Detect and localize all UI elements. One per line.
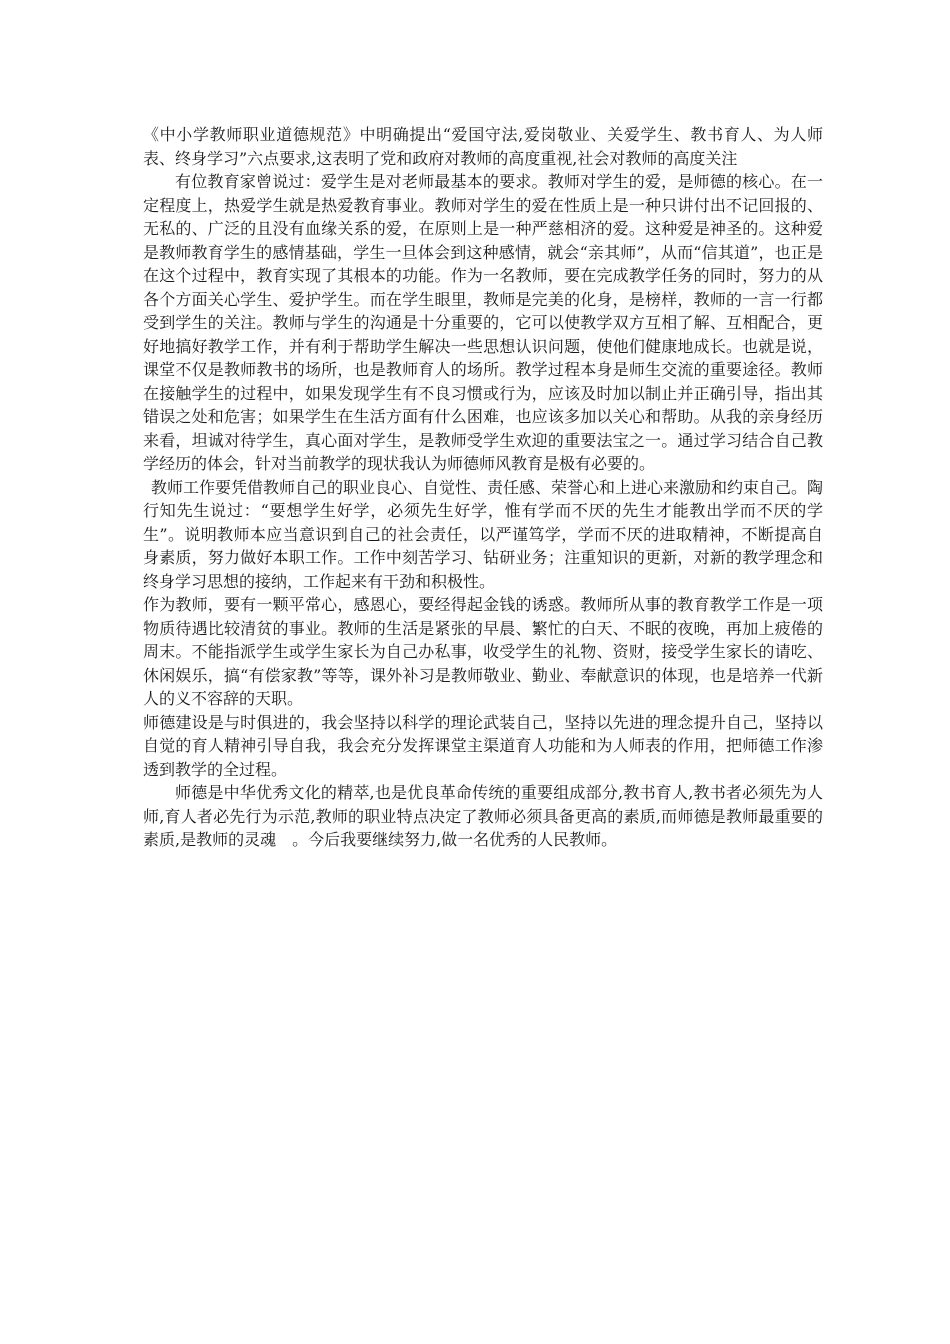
- paragraph-temptation: 作为教师，要有一颗平常心，感恩心，要经得起金钱的诱惑。教师所从事的教育教学工作是一项物质待遇比较清贫的事业。教师的生活是紧张的早晨、繁忙的白天、不眠的夜晚，再加上疲倦的周末。不能指派学生或学生家长为自己办私事，收受学生的礼物、资财，接受学生家长的请吃、休闲娱乐，搞“有偿家教”等等，课外补习是教师敬业、勤业、奉献意识的体现，也是培养一代新人的义不容辞的天职。: [143, 595, 823, 708]
- document-body: [143, 123, 823, 852]
- paragraph-love-students: 有位教育家曾说过：爱学生是对老师最基本的要求。教师对学生的爱，是师德的核心。在一定程度上，热爱学生就是热爱教育事业。教师对学生的爱在性质上是一种只讲付出不记回报的、无私的、广泛的且没有血缘关系的爱，在原则上是一种严慈相济的爱。这种爱是神圣的。这种爱是教师教育学生的感情基础，学生一旦体会到这种感情，就会“亲其师”，从而“信其道”，也正是在这个过程中，教育实现了其根本的功能。作为一名教师，要在完成教学任务的同时，努力的从各个方面关心学生、爱护学生。而在学生眼里，教师是完美的化身，是榜样，教师的一言一行都受到学生的关注。教师与学生的沟通是十分重要的，它可以使教学双方互相了解、互相配合，更好地搞好教学工作，并有利于帮助学生解决一些思想认识问题，使他们健康地成长。也就是说，课堂不仅是教师教书的场所，也是教师育人的场所。教学过程本身是师生交流的重要途径。教师在接触学生的过程中，如果发现学生有不良习惯或行为，应该及时加以制止并正确引导，指出其错误之处和危害；如果学生在生活方面有什么困难，也应该多加以关心和帮助。从我的亲身经历来看，坦诚对待学生，真心面对学生，是教师受学生欢迎的重要法宝之一。通过学习结合自己教学经历的体会，针对当前教学的现状我认为师德师风教育是极有必要的。: [143, 172, 823, 473]
- paragraph-conscience: 教师工作要凭借教师自己的职业良心、自觉性、责任感、荣誉心和上进心来激励和约束自己。陶行知先生说过：“要想学生好学，必须先生好学，惟有学而不厌的先生才能教出学而不厌的学生”。说明教师本应当意识到自己的社会责任，以严谨笃学，学而不厌的进取精神，不断提高自身素质，努力做好本职工作。工作中刻苦学习、钻研业务；注重知识的更新，对新的教学理念和终身学习思想的接纳，工作起来有干劲和积极性。: [143, 477, 824, 591]
- paragraph-conclusion: 师德是中华优秀文化的精萃,也是优良革命传统的重要组成部分,教书育人,教书者必须先为人师,育人者必先行为示范,教师的职业特点决定了教师必须具备更高的素质,而师德是教师最重要的素质,是教师的灵魂 。今后我要继续努力,做一名优秀的人民教师。: [143, 783, 823, 849]
- paragraph-ethics-construction: 师德建设是与时俱进的，我会坚持以科学的理论武装自己，坚持以先进的理念提升自己，坚持以自觉的育人精神引导自我，我会充分发挥课堂主渠道育人功能和为人师表的作用，把师德工作渗透到教学的全过程。: [143, 712, 823, 779]
- paragraph-intro: 《中小学教师职业道德规范》中明确提出“爱国守法,爱岗敬业、关爱学生、教书育人、为人师表、终身学习”六点要求,这表明了党和政府对教师的高度重视,社会对教师的高度关注: [143, 125, 823, 168]
